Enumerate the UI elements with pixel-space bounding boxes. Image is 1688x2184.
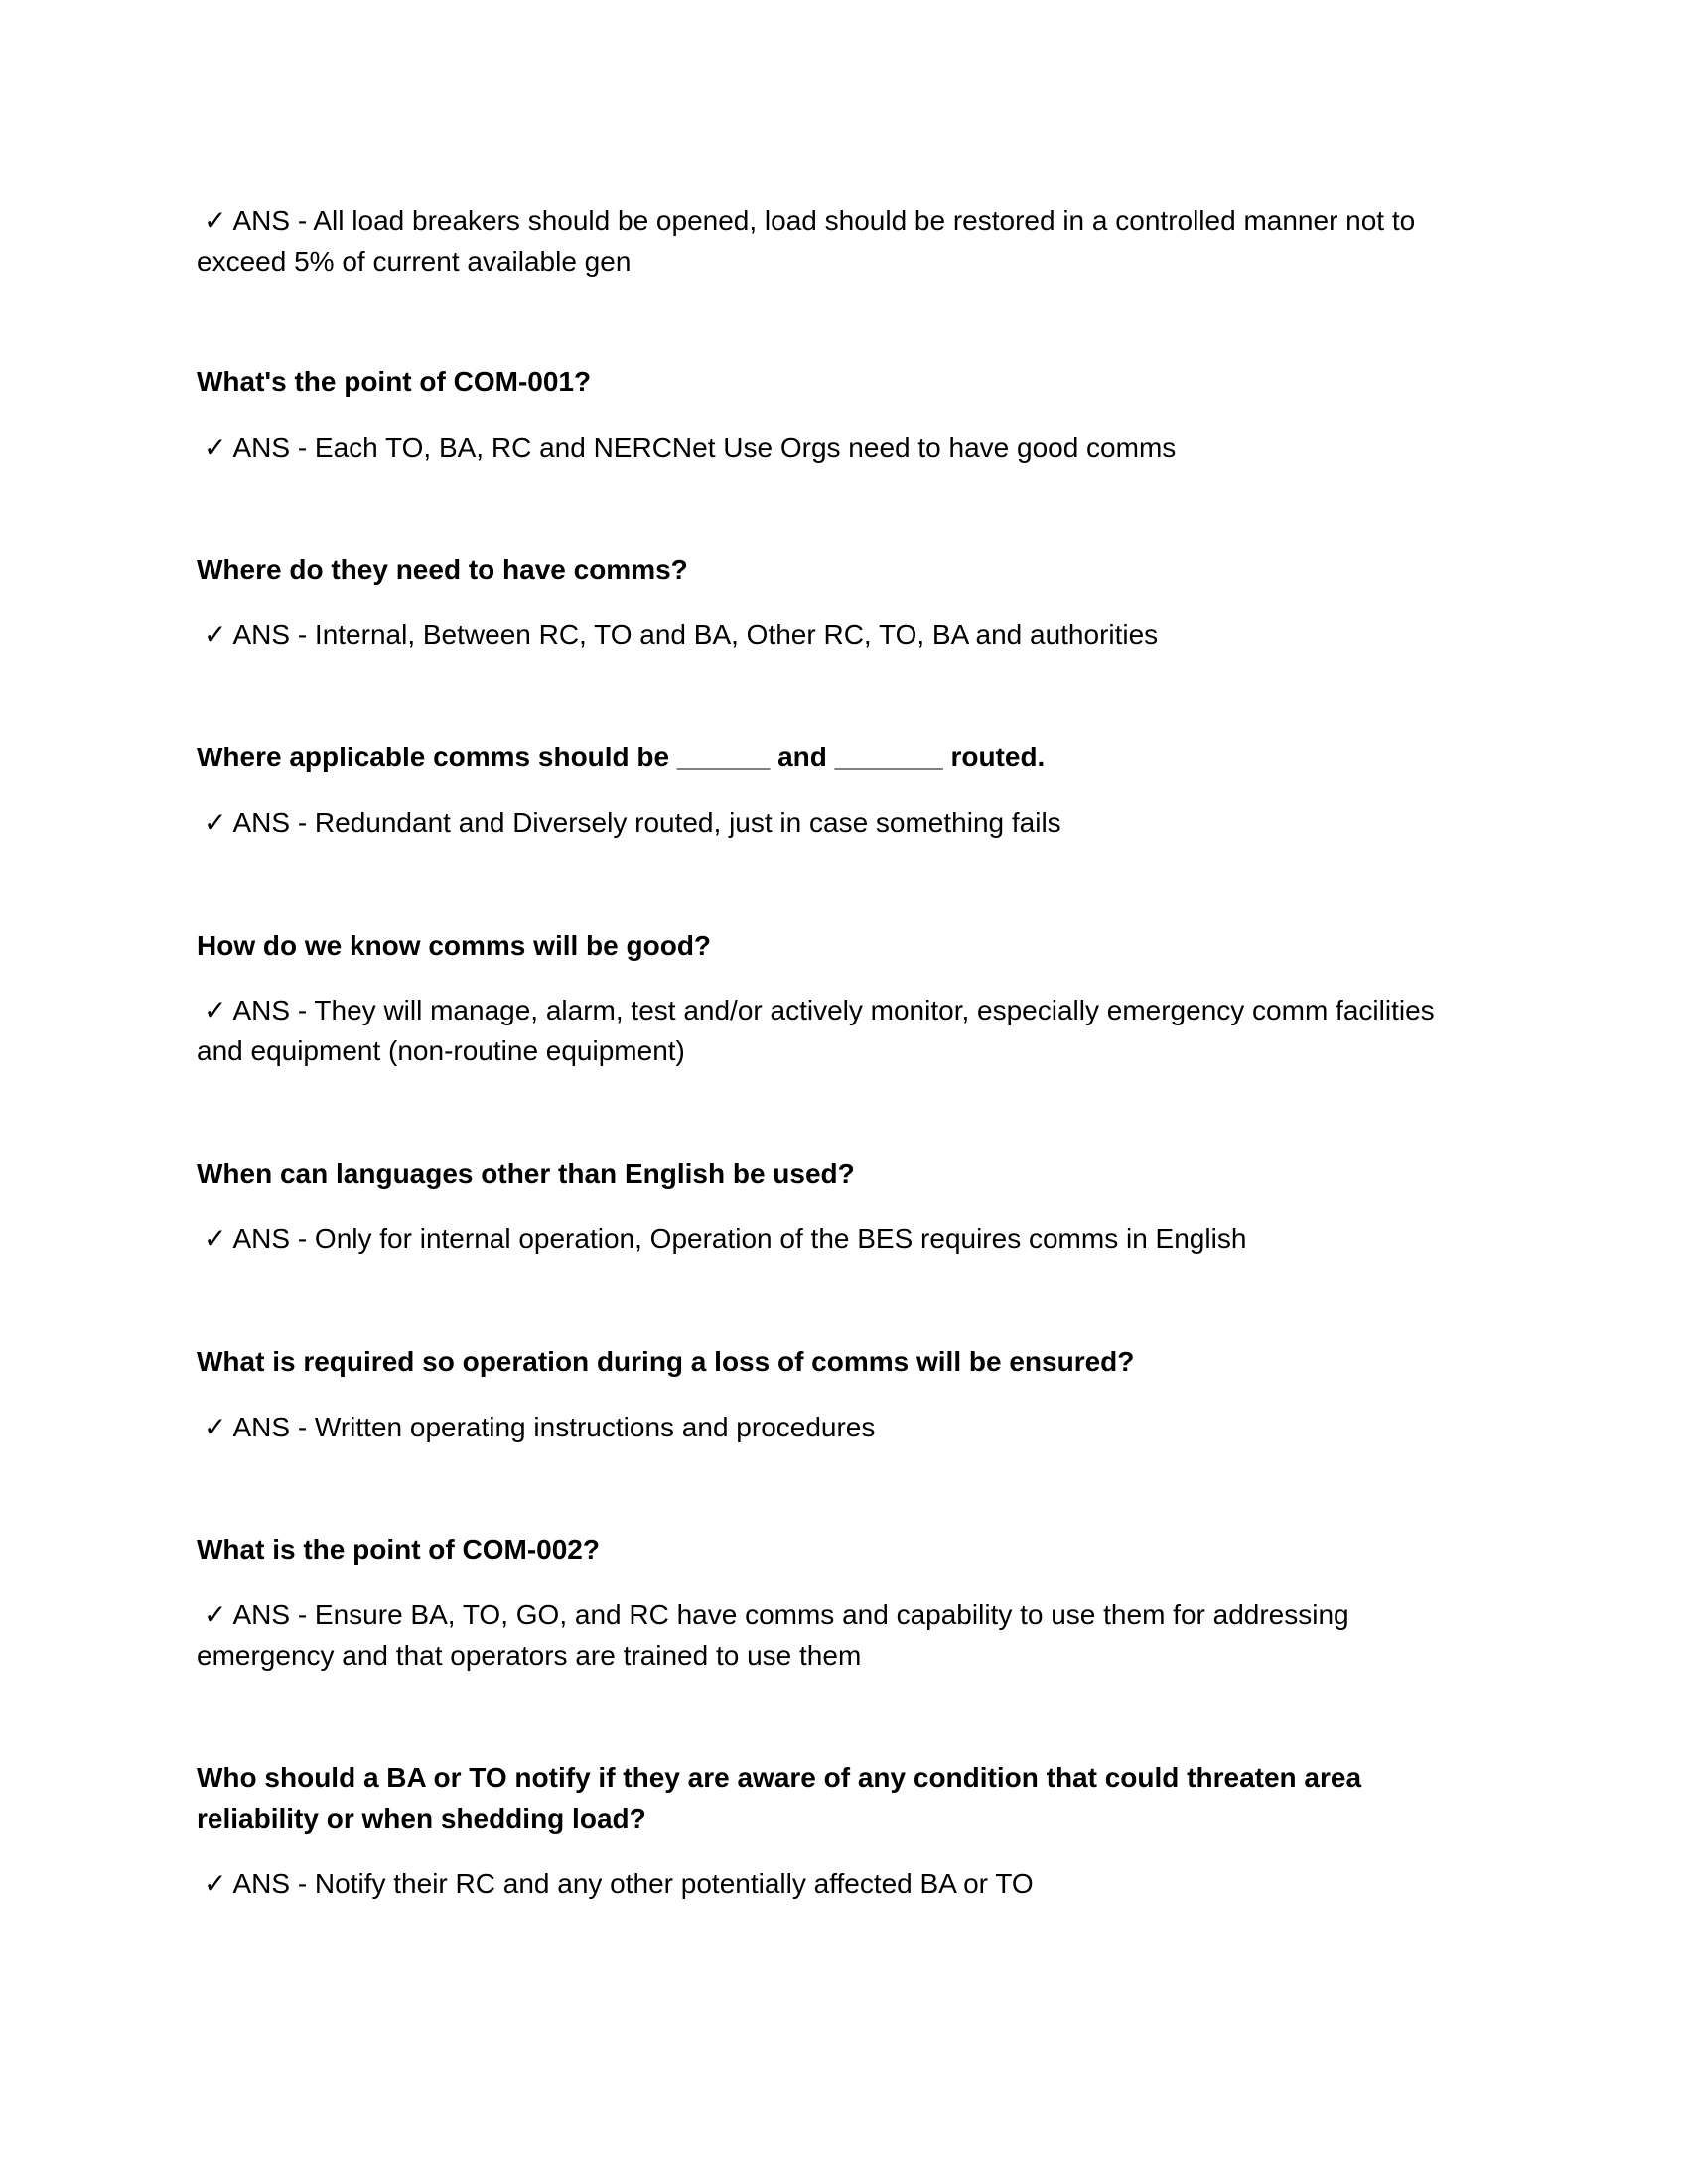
answer-label: ANS - Each TO, BA, RC and NERCNet Use Orgs need to have good comms	[232, 432, 1177, 463]
question-heading: What's the point of COM-001?	[197, 366, 592, 397]
question-heading: What is required so operation during a loss of comms will be ensured?	[197, 1346, 1135, 1377]
answer-label: ANS - Notify their RC and any other potentially affected BA or TO	[232, 1868, 1034, 1899]
answer-text	[197, 1407, 1487, 1447]
checkmark-icon: ✓	[204, 618, 227, 651]
question-heading: Who should a BA or TO notify if they are aware of any condition that could threaten area reliability or when shedding load?	[197, 1762, 1362, 1834]
answer-text	[197, 1863, 1487, 1904]
answer-label: ANS - Written operating instructions and procedures	[232, 1412, 876, 1442]
checkmark-icon: ✓	[204, 1411, 227, 1443]
question-heading: When can languages other than English be used?	[197, 1159, 855, 1189]
checkmark-icon: ✓	[204, 1867, 227, 1900]
checkmark-icon: ✓	[204, 431, 227, 464]
answer-label: ANS - All load breakers should be opened, load should be restored in a controlled manner not to exceed 5% of current available gen	[197, 205, 1416, 277]
answer-text	[197, 427, 1487, 468]
question-heading: How do we know comms will be good?	[197, 930, 712, 961]
answer-text	[197, 802, 1487, 843]
checkmark-icon: ✓	[204, 994, 227, 1026]
answer-text	[197, 1594, 1487, 1676]
checkmark-icon: ✓	[204, 205, 227, 237]
answer-label: ANS - Only for internal operation, Operation of the BES requires comms in English	[232, 1223, 1247, 1254]
answer-label: ANS - They will manage, alarm, test and/or actively monitor, especially emergency comm facilities and equipment (non-routine equipment)	[197, 995, 1435, 1066]
question-heading: Where do they need to have comms?	[197, 554, 688, 585]
checkmark-icon: ✓	[204, 1222, 227, 1255]
question-heading: Where applicable comms should be ______ and _______ routed.	[197, 742, 1046, 772]
answer-text	[197, 614, 1487, 655]
answer-label: ANS - Ensure BA, TO, GO, and RC have comms and capability to use them for addressing emergency and that operators are trained to use them	[197, 1599, 1349, 1671]
question-heading: What is the point of COM-002?	[197, 1534, 600, 1565]
answer-text	[197, 990, 1487, 1071]
answer-text	[197, 201, 1487, 282]
answer-text	[197, 1218, 1487, 1259]
answer-label: ANS - Internal, Between RC, TO and BA, Other RC, TO, BA and authorities	[232, 619, 1159, 650]
answer-label: ANS - Redundant and Diversely routed, just in case something fails	[232, 807, 1061, 838]
checkmark-icon: ✓	[204, 1598, 227, 1631]
checkmark-icon: ✓	[204, 806, 227, 839]
